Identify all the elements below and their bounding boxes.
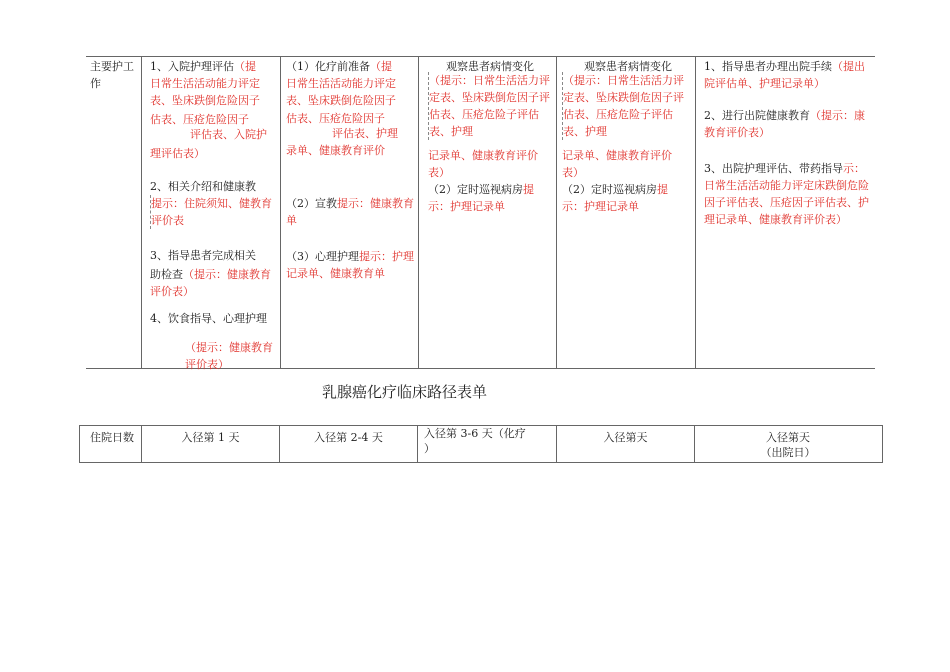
col2-item3: （3）心理护理提示：护理记录单、健康教育单 <box>286 250 414 280</box>
col-divider-2 <box>280 56 281 369</box>
col3-item1-hint-b: 记录单、健康教育评价表） <box>428 149 538 179</box>
tbl2-day3-6: 入径第 3-6 天（化疗 ） <box>424 427 526 455</box>
col2-item2: （2）宣教提示：健康教育单 <box>286 197 414 227</box>
col1-item3-line2: 助检查（提示：健康教育评价表） <box>150 268 271 298</box>
col1-item1: 1、入院护理评估（提 <box>150 60 256 73</box>
row-label-nursing: 主要护工作 <box>90 60 134 90</box>
col4-item1: 观察患者病情变化 <box>584 60 672 73</box>
col2-item1-hint-c: 估表、压疮危险因子 <box>286 112 385 125</box>
tbl2-day2-4: 入径第 2-4 天 <box>314 431 383 444</box>
col2-item1-hint: 日常生活活动能力评定表、坠床跌倒危险因子 <box>286 77 396 107</box>
col3-item1-hint: （提示：日常生活活力评定表、坠床跌倒危因子评估表、压疮危险子评估表、护理 <box>429 74 550 138</box>
col1-item4: 4、饮食指导、心理护理 <box>150 312 267 325</box>
top-rule <box>86 56 875 57</box>
tbl2-row-label: 住院日数 <box>90 431 134 444</box>
col4-item1-hint-b: 记录单、健康教育评价表） <box>562 149 672 179</box>
col1-item1-hint-e: 理评估表） <box>150 147 205 160</box>
col5-item2: 2、进行出院健康教育（提示：康教育评价表） <box>704 109 865 139</box>
schedule-table <box>79 425 883 463</box>
col4-item1-hint: （提示：日常生活活力评定表、坠床跌倒危因子评估表、压疮危险子评估表、护理 <box>562 72 687 140</box>
col1-item3: 3、指导患者完成相关 <box>150 249 256 262</box>
col-divider-3 <box>418 56 419 369</box>
col-divider-1 <box>141 56 142 369</box>
col1-item1-hint: 日常生活活动能力评定表、坠床跌倒危险因子 <box>150 77 260 107</box>
col3-item1: 观察患者病情变化 <box>446 60 534 73</box>
col1-item2-hint: 提示：住院须知、健教育评价表 <box>150 195 277 229</box>
col5-item3: 3、出院护理评估、带药指导示：日常生活活动能力评定床跌倒危险因子评估表、压疮因子评估表、护理记录单、健康教育评价表） <box>704 162 869 226</box>
tbl2-discharge-day: 入径第天 （出院日） <box>760 431 816 459</box>
col-divider-4 <box>556 56 557 369</box>
col-divider-5 <box>695 56 696 369</box>
col4-item2: （2）定时巡视病房提示：护理记录单 <box>562 183 668 213</box>
col2-item1-hint-e: 录单、健康教育评价 <box>286 144 385 157</box>
col1-item4-hint: （提示：健康教育评价表） <box>185 341 273 371</box>
col1-item2: 2、相关介绍和健康教 <box>150 180 256 193</box>
col2-item1: （1）化疗前准备（提 <box>286 60 392 73</box>
col5-item1: 1、指导患者办理出院手续（提出院评估单、护理记录单） <box>704 60 865 90</box>
col1-item1-hint-d: 评估表、入院护 <box>190 128 267 141</box>
page-title: 乳腺癌化疗临床路径表单 <box>322 383 488 401</box>
col1-item1-hint-c: 估表、压疮危险因子 <box>150 113 249 126</box>
tbl2-day1: 入径第 1 天 <box>181 431 240 444</box>
col2-item1-hint-d: 评估表、护理 <box>332 127 398 140</box>
tbl2-day-x: 入径第天 <box>603 431 648 444</box>
col3-item2: （2）定时巡视病房提示：护理记录单 <box>428 183 534 213</box>
